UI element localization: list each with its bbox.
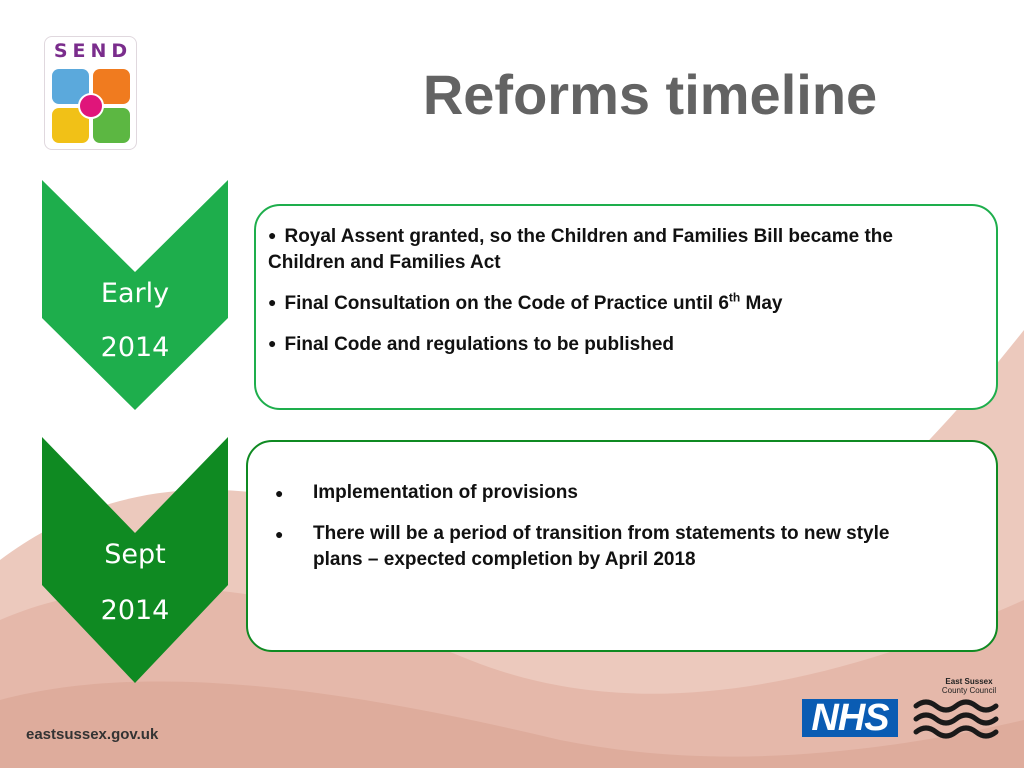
list-item: ● There will be a period of transition from statements to new style plans – expected completion by April 2018 (275, 523, 890, 570)
timeline-box-early-2014 (254, 204, 998, 410)
page-title: Reforms timeline (422, 63, 878, 126)
waves-icon (913, 698, 1001, 742)
bullet-icon: ● (275, 526, 284, 542)
send-logo (44, 36, 137, 150)
timeline-period-year: 2014 (100, 595, 170, 626)
four-petal-flower-icon (50, 67, 132, 145)
bullet-icon: ● (268, 227, 277, 243)
bullet-icon: ● (268, 294, 277, 310)
council-name: East Sussex County Council (941, 677, 997, 695)
timeline-period-label: Sept (104, 539, 166, 570)
timeline-period-label: Early (100, 278, 170, 309)
timeline-chevron-sept-2014 (42, 437, 228, 683)
bullet-icon: ● (275, 485, 284, 501)
nhs-logo: NHS (802, 699, 898, 737)
website-url: eastsussex.gov.uk (26, 726, 159, 743)
bullet-list (275, 480, 915, 588)
timeline-box-sept-2014 (246, 440, 998, 652)
timeline-chevron-early-2014 (42, 180, 228, 410)
send-logo-text: SEND (53, 40, 133, 62)
bullet-list (268, 224, 918, 373)
timeline-period-year: 2014 (100, 332, 170, 363)
list-item: ● Final Consultation on the Code of Practice until 6th May (268, 290, 783, 314)
bullet-icon: ● (268, 335, 277, 351)
list-item: ● Final Code and regulations to be published (268, 334, 674, 355)
list-item: ● Implementation of provisions (275, 480, 915, 506)
list-item: ● Royal Assent granted, so the Children and Families Bill became the Children and Families Act (268, 226, 893, 273)
